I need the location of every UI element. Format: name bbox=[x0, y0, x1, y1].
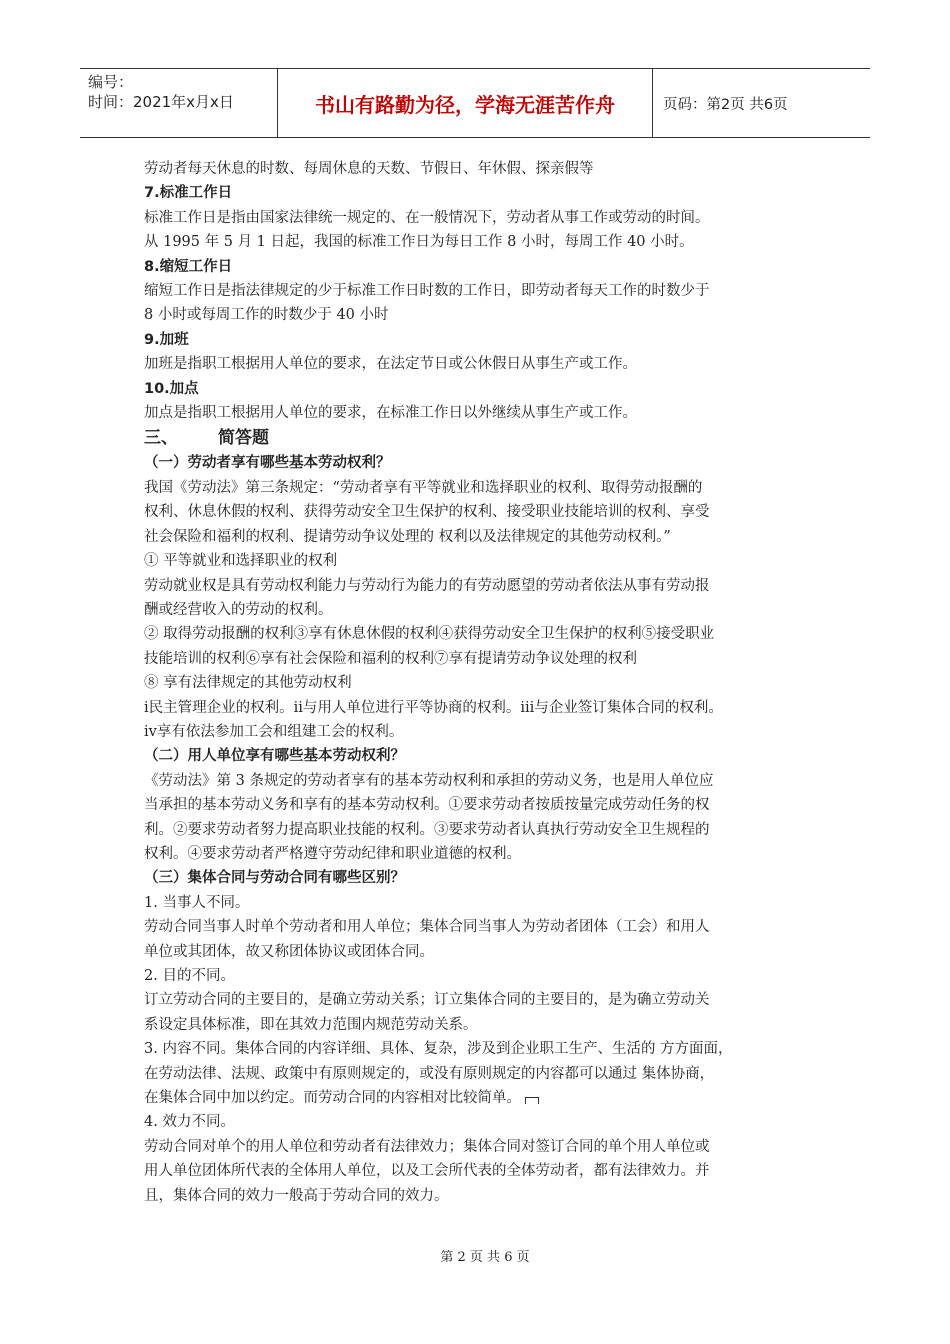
line-text: 我国《劳动法》第三条规定：“劳动者享有平等就业和选择职业的权利、取得劳动报酬的 bbox=[144, 479, 703, 496]
line-text: 2. 目的不同。 bbox=[144, 968, 235, 984]
section-heading bbox=[144, 866, 824, 890]
line-text: 技能培训的权利⑥享有社会保险和福利的权利⑦享有提请劳动争议处理的权利 bbox=[144, 650, 637, 667]
body-text-line bbox=[144, 157, 824, 181]
body-text-line bbox=[144, 1184, 824, 1208]
line-text: ① 平等就业和选择职业的权利 bbox=[144, 553, 338, 570]
section-heading bbox=[144, 255, 824, 279]
body-text-line bbox=[144, 574, 824, 598]
line-text: 在集体合同中加以约定。而劳动合同的内容相对比较简单。 bbox=[144, 1090, 521, 1107]
document-body bbox=[144, 157, 824, 1208]
body-text-line bbox=[144, 1135, 824, 1159]
body-text-line bbox=[144, 598, 824, 622]
line-text: （二）用人单位享有哪些基本劳动权利？ bbox=[144, 748, 405, 765]
line-text: 三、 bbox=[144, 428, 178, 449]
line-text: 系设定具体标准，即在其效力范围内规范劳动关系。 bbox=[144, 1016, 478, 1033]
line-text: ⅰ民主管理企业的权利。ⅱ与用人单位进行平等协商的权利。ⅲ与企业签订集体合同的权利。 bbox=[144, 699, 723, 716]
document-number-label: 编号： bbox=[88, 73, 134, 91]
body-text-line bbox=[144, 720, 824, 744]
header-motto: 书山有路勤为径，学海无涯苦作舟 bbox=[278, 69, 653, 137]
line-text: 10.加点 bbox=[144, 380, 199, 397]
line-text: 权利、休息休假的权利、获得劳动安全卫生保护的权利、接受职业技能培训的权利、享受 bbox=[144, 504, 710, 521]
line-text: 3. 内容不同。集体合同的内容详细、具体、复杂，涉及到企业职工生产、生活的 方方面面， bbox=[144, 1041, 733, 1058]
line-text: 用人单位团体所代表的全体用人单位，以及工会所代表的全体劳动者，都有法律效力。并 bbox=[144, 1163, 710, 1180]
chapter-heading bbox=[144, 425, 824, 451]
line-text: 4. 效力不同。 bbox=[144, 1114, 235, 1131]
section-heading bbox=[144, 181, 824, 205]
body-text-line bbox=[144, 622, 824, 646]
line-text: 8 小时或每周工作的时数少于 40 小时 bbox=[144, 307, 389, 324]
body-text-line bbox=[144, 818, 824, 842]
line-text: 劳动就业权是具有劳动权利能力与劳动行为能力的有劳动愿望的劳动者依法从事有劳动报 bbox=[144, 577, 710, 594]
body-text-line bbox=[144, 964, 824, 988]
chapter-heading-title: 简答题 bbox=[218, 428, 269, 449]
line-text: （一）劳动者享有哪些基本劳动权利？ bbox=[144, 455, 391, 472]
body-text-line bbox=[144, 206, 824, 230]
line-text: 9.加班 bbox=[144, 331, 189, 348]
line-text: ② 取得劳动报酬的权利③享有休息休假的权利④获得劳动安全卫生保护的权利⑤接受职业 bbox=[144, 626, 715, 643]
body-text-line bbox=[144, 1037, 824, 1061]
body-text-line bbox=[144, 696, 824, 720]
header-meta bbox=[80, 69, 278, 137]
body-text-line bbox=[144, 549, 824, 573]
body-text-line bbox=[144, 1159, 824, 1183]
line-text: 1. 当事人不同。 bbox=[144, 894, 250, 911]
line-text: 缩短工作日是指法律规定的少于标准工作日时数的工作日，即劳动者每天工作的时数少于 bbox=[144, 283, 710, 300]
line-text: 社会保险和福利的权利、提请劳动争议处理的 权利以及法律规定的其他劳动权利。” bbox=[144, 528, 671, 545]
line-text: 加班是指职工根据用人单位的要求，在法定节日或公休假日从事生产或工作。 bbox=[144, 356, 637, 373]
section-heading bbox=[144, 451, 824, 475]
line-text: 单位或其团体，故又称团体协议或团体合同。 bbox=[144, 943, 434, 960]
body-text-line bbox=[144, 1013, 824, 1037]
line-text: 劳动合同对单个的用人单位和劳动者有法律效力；集体合同对签订合同的单个用人单位或 bbox=[144, 1138, 710, 1155]
line-text: 加点是指职工根据用人单位的要求，在标准工作日以外继续从事生产或工作。 bbox=[144, 405, 637, 422]
line-text: 劳动者每天休息的时数、每周休息的天数、节假日、年休假、探亲假等 bbox=[144, 161, 594, 177]
body-text-line bbox=[144, 769, 824, 793]
section-heading bbox=[144, 377, 824, 401]
body-text-line bbox=[144, 525, 824, 549]
section-heading bbox=[144, 328, 824, 352]
body-text-line bbox=[144, 303, 824, 327]
body-text-line bbox=[144, 476, 824, 500]
line-text: 《劳动法》第 3 条规定的劳动者享有的基本劳动权利和承担的劳动义务，也是用人单位应 bbox=[144, 772, 714, 789]
line-text: 标准工作日是指由国家法律统一规定的、在一般情况下，劳动者从事工作或劳动的时间。 bbox=[144, 209, 710, 226]
line-text: 利。②要求劳动者努力提高职业技能的权利。③要求劳动者认真执行劳动安全卫生规程的 bbox=[144, 821, 710, 838]
line-text: 在劳动法律、法规、政策中有原则规定的，或没有原则规定的内容都可以通过 集体协商， bbox=[144, 1065, 715, 1082]
body-text-line bbox=[144, 1086, 824, 1110]
line-text: 酬或经营收入的劳动的权利。 bbox=[144, 601, 333, 618]
page-footer: 第 2 页 共 6 页 bbox=[440, 1250, 530, 1265]
body-text-line bbox=[144, 671, 824, 695]
line-text: （三）集体合同与劳动合同有哪些区别？ bbox=[144, 870, 405, 887]
body-text-line bbox=[144, 1110, 824, 1134]
body-text-line bbox=[144, 891, 824, 915]
body-text-line bbox=[144, 842, 824, 866]
body-text-line bbox=[144, 401, 824, 425]
line-text: ⑧ 享有法律规定的其他劳动权利 bbox=[144, 675, 352, 692]
bracket-mark-icon bbox=[525, 1097, 539, 1104]
page-header bbox=[80, 68, 870, 138]
body-text-line bbox=[144, 1062, 824, 1086]
body-text-line bbox=[144, 500, 824, 524]
line-text: 劳动合同当事人时单个劳动者和用人单位；集体合同当事人为劳动者团体（工会）和用人 bbox=[144, 919, 710, 936]
line-text: 8.缩短工作日 bbox=[144, 258, 233, 275]
section-heading bbox=[144, 744, 824, 768]
line-text: 且，集体合同的效力一般高于劳动合同的效力。 bbox=[144, 1187, 449, 1204]
line-text: 从 1995 年 5 月 1 日起，我国的标准工作日为每日工作 8 小时，每周工作 40 小时。 bbox=[144, 234, 694, 251]
body-text-line bbox=[144, 352, 824, 376]
line-text: 7.标准工作日 bbox=[144, 185, 233, 202]
line-text: 当承担的基本劳动义务和享有的基本劳动权利。①要求劳动者按质按量完成劳动任务的权 bbox=[144, 797, 710, 814]
body-text-line bbox=[144, 793, 824, 817]
body-text-line bbox=[144, 230, 824, 254]
body-text-line bbox=[144, 647, 824, 671]
body-text-line bbox=[144, 915, 824, 939]
line-text: ⅳ享有依法参加工会和组建工会的权利。 bbox=[144, 723, 404, 740]
line-text: 权利。④要求劳动者严格遵守劳动纪律和职业道德的权利。 bbox=[144, 845, 521, 862]
body-text-line bbox=[144, 940, 824, 964]
body-text-line bbox=[144, 988, 824, 1012]
header-page-label: 页码：第2页 共6页 bbox=[663, 96, 788, 113]
document-date-label: 时间：2021年x月x日 bbox=[88, 93, 234, 111]
body-text-line bbox=[144, 279, 824, 303]
line-text: 订立劳动合同的主要目的，是确立劳动关系；订立集体合同的主要目的，是为确立劳动关 bbox=[144, 992, 710, 1009]
